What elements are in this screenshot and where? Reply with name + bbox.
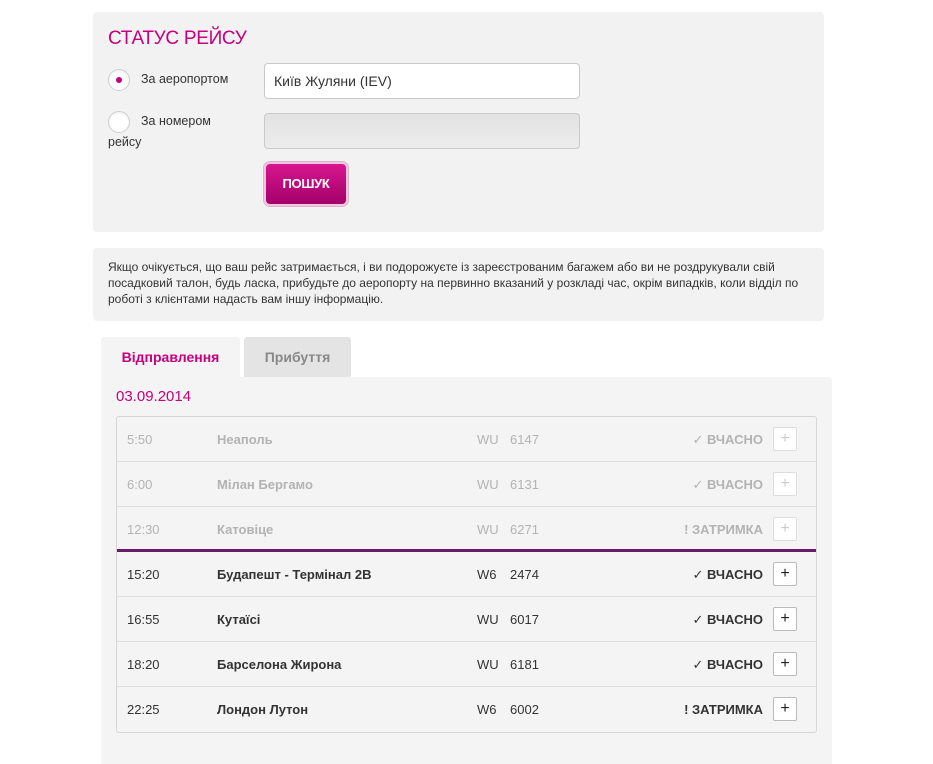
table-row	[117, 552, 816, 597]
flight-destination: Кутаїсі	[217, 612, 261, 627]
flight-airline: WU	[477, 657, 499, 672]
expand-button[interactable]: +	[773, 607, 797, 631]
flight-time: 5:50	[127, 432, 153, 447]
flight-number: 6147	[510, 432, 539, 447]
airport-input[interactable]: Київ Жуляни (IEV)	[264, 63, 580, 99]
flight-destination: Неаполь	[217, 432, 273, 447]
flight-number: 2474	[510, 567, 539, 582]
flight-destination: Лондон Лутон	[217, 702, 309, 717]
flight-status: ✓ ВЧАСНО	[692, 477, 763, 492]
flight-time: 15:20	[127, 567, 160, 582]
by-airport-label[interactable]: За аеропортом	[141, 72, 229, 86]
flight-airline: W6	[477, 567, 497, 582]
flight-time: 16:55	[127, 612, 160, 627]
flight-destination: Барселона Жирона	[217, 657, 342, 672]
tab-arrivals[interactable]: Прибуття	[244, 337, 351, 377]
panel-title: СТАТУС РЕЙСУ	[108, 28, 247, 49]
flight-destination: Катовіце	[217, 522, 274, 537]
flight-airline: W6	[477, 702, 497, 717]
expand-button[interactable]: +	[773, 517, 797, 541]
flight-number: 6017	[510, 612, 539, 627]
flight-number: 6131	[510, 477, 539, 492]
flight-airline: WU	[477, 432, 499, 447]
by-airport-radio[interactable]	[108, 69, 130, 91]
flight-status: ✓ ВЧАСНО	[692, 567, 763, 582]
table-row	[117, 417, 816, 462]
expand-button[interactable]: +	[773, 472, 797, 496]
flight-status: ✓ ВЧАСНО	[692, 432, 763, 447]
flight-airline: WU	[477, 477, 499, 492]
flight-number-input[interactable]	[264, 113, 580, 149]
expand-button[interactable]: +	[773, 562, 797, 586]
flight-number: 6002	[510, 702, 539, 717]
table-row	[117, 507, 816, 552]
flight-status-panel	[93, 12, 824, 232]
expand-button[interactable]: +	[773, 652, 797, 676]
table-row	[117, 462, 816, 507]
flights-table	[116, 416, 817, 733]
expand-button[interactable]: +	[773, 427, 797, 451]
results-panel	[101, 377, 832, 764]
flight-number: 6271	[510, 522, 539, 537]
flight-airline: WU	[477, 522, 499, 537]
flight-time: 18:20	[127, 657, 160, 672]
flight-time: 22:25	[127, 702, 160, 717]
flight-destination: Будапешт - Термінал 2В	[217, 567, 372, 582]
flight-number: 6181	[510, 657, 539, 672]
by-flight-label[interactable]: За номером рейсу	[108, 114, 211, 149]
results-date: 03.09.2014	[116, 388, 192, 405]
flight-time: 12:30	[127, 522, 160, 537]
table-row	[117, 642, 816, 687]
flight-destination: Мілан Бергамо	[217, 477, 313, 492]
info-notice	[93, 248, 824, 321]
expand-button[interactable]: +	[773, 697, 797, 721]
table-row	[117, 687, 816, 732]
flight-status: ! ЗАТРИМКА	[684, 522, 763, 537]
flight-status: ✓ ВЧАСНО	[692, 612, 763, 627]
flight-status: ✓ ВЧАСНО	[692, 657, 763, 672]
info-text: Якщо очікується, що ваш рейс затримається, і ви подорожуєте із зареєстрованим багажем або ви не роздрукували свій посадковий талон, будь ласка, прибудьте до аеропорту на первинно вказаний у розкладі час, окрім випадків, коли відділ по роботі з клієнтами надасть вам іншу інформацію.	[108, 260, 799, 306]
flight-airline: WU	[477, 612, 499, 627]
table-row	[117, 597, 816, 642]
flight-status: ! ЗАТРИМКА	[684, 702, 763, 717]
search-button[interactable]: ПОШУК	[264, 162, 348, 206]
tab-departures[interactable]: Відправлення	[101, 337, 240, 377]
flight-time: 6:00	[127, 477, 153, 492]
